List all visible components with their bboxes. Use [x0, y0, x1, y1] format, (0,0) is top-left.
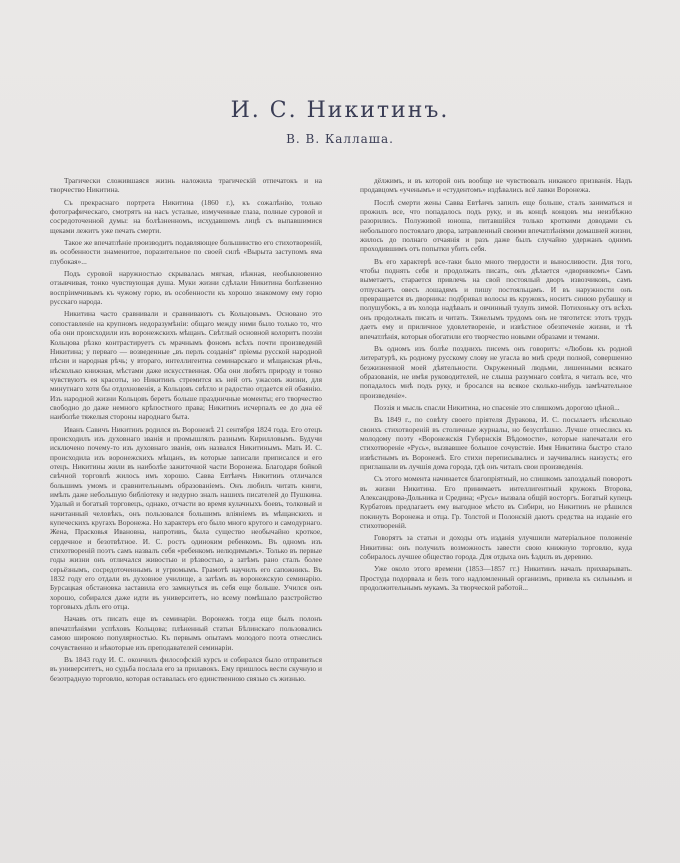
- paragraph: Въ его характерѣ все-таки было много твердости и выносливости. Для того, чтобы поднять себя и продолжать писать, онъ дѣлается «дворникомъ» Самъ выметаетъ, старается привлечь на свой постоялый дворъ извозчиковъ, самъ отпускаетъ овесъ лошадямъ и пишу постояльцамъ. И въ наружности онъ превращается въ дворника: подбривал волосы въ кружокъ, носитъ синюю рубашку и полушубокъ, а въ холода надѣвалъ и овчинный тулупъ зимой. Потихоньку отъ всѣхъ онъ продолжалъ писать и читать. Тяжелымъ трудомъ онъ не тяготится: этотъ трудъ даетъ ему и приличное удовлетвореніе, и извѣстное обезпеченіе жизни, и тѣ впечатлѣнія, которыя обогатили его творчество новыми образами и темами.: [360, 256, 632, 341]
- paragraph: Послѣ смерти жены Савва Евтѣичъ запилъ еще больше, сталъ заниматься и прожилъ все, что попадалось подъ руку, и въ концѣ концовъ мы неизбѣжно разорились. Полуживой юноша, питавшійся только кроткими доводами съ небольшого постоялаго двора, затравленный своими впечатлѣніями домашней жизни, жилось до полнаго отчаянія и разъ даже былъ случайно удержанъ однимъ проходившимъ отъ попытки убить себя.: [360, 197, 632, 254]
- text-column-right: [360, 176, 632, 848]
- paragraph: Въ одномъ изъ болѣе позднихъ писемъ онъ говоритъ: «Любовь къ родной литературѣ, къ родному русскому слову не угасла во мнѣ среди полной, совершенно безжизненной моей дѣятельности. Окруженный людьми, лишенными всякаго образованія, не имѣя руководителей, не слыша разумнаго совѣта, я читалъ все, что попадалось мнѣ подъ руку, и бросался на всякое сколько-нибудь замѣчательное произведеніе».: [360, 343, 632, 400]
- paragraph: дёлжимъ, и въ которой онъ вообще не чувствовалъ никакого призванія. Надъ продавцомъ «ученымъ» и «студентомъ» издѣвались всё лавки Воронежа.: [360, 176, 632, 195]
- paragraph: Поэзія и мысль спасли Никитина, но спасеніе это слишкомъ дорогою цѣной...: [374, 402, 620, 412]
- paragraph: Иванъ Савичъ Никитинъ родился въ Воронежѣ 21 сентября 1824 года. Его отецъ происходилъ изъ духовнаго званія и промышлялъ разнымъ Кирилловымъ. Будучи исключено почему-то изъ духовнаго званія, онъ назвался Никитинымъ. Мать И. С. происходила изъ воронежскихъ мѣщанъ, въ которые записали приписался и его отецъ. Никитины жили въ наиболѣе зажиточной части Воронежа. Благодаря бойкой свѣчной торговлѣ жилось имъ хорошо. Савва Евтѣичъ Никитинъ отличался большимъ умомъ и сравнительнымъ образованіемъ. Онъ любилъ читать книги, имѣлъ даже небольшую библіотеку и недурно зналъ нашихъ писателей до Пушкина. Удалый и богатый торговецъ, однако, отчасти во время кулачныхъ боевъ, толковый и начитанный человѣкъ, онъ пользовался большимъ вліяніемъ въ мѣщанскихъ и купеческихъ кругахъ Воронежа. Но характеръ его было много крутого и самодурнаго. Жена, Прасковья Ивановна, напротивъ, была существо необычайно кроткое, сердечное и безотвѣтное. И. С. ростъ одиноким ребенкомъ. Въ одномъ изъ стихотвореній поэтъ самъ назвалъ себя «ребенкомъ нелюдимымъ». Только въ первые годы жизни онъ отличался живостью и рѣзвостью, а затѣмъ рано сталъ более серьёзнымъ, сосредоточеннымъ и угрюмымъ. Грамотѣ научилъ его сапожникъ. Въ 1832 году его отдали въ духовное училище, а затѣмъ въ воронежскую семинарію. Бурсацкая обстановка заставила его замкнуться въ себя еще больше. Учился онъ хорошо, собирался даже идти въ университетъ, но всему помѣшало разстройство торговыхъ дѣлъ его отца.: [50, 424, 322, 612]
- paragraph: Никитина часто сравнивали и сравниваютъ съ Кольцовымъ. Основано это сопоставленіе на крупномъ недоразумѣніи: общаго между ними было только то, что оба они происходили изъ воронежскихъ мѣщанъ. Свѣтлый основной колоритъ поэзіи Кольцова рѣзко контрастируетъ съ мрачнымъ фономъ всѣхъ почти произведеній Никитина; у перваго — возведенные „въ перлъ созданія“ пріемы русской народной пѣсни и народная рѣчь; у втораго, интеллигентна семинарскаго и мѣщанская рѣчь, нѣсколько книжная, мѣстами даже искусственная. Оба они любятъ природу и тонко чувствуютъ ея красоты, но Никитинъ стремится къ ней отъ ужасовъ жизни, для минутнаго хотя бы отдохновенія, а Кольцовъ свѣтло и радостно отдается ей обаянію. Изъ народной жизни Кольцовъ беретъ больше праздничные моменты; его творчество свободно до даже немного крѣпостного права; Никитинъ исчерпалъ ее до дна её наиболѣе тяжелыя стороны народнаго быта.: [50, 309, 322, 422]
- paragraph: Говорятъ за статьи и доходы отъ изданія улучшили матеріальное положеніе Никитина: онъ получилъ возможность завести свою книжную торговлю, куда собиралось лучшее общество города. Для отдыха онъ ѣздилъ въ деревню.: [360, 533, 632, 562]
- paragraph: Съ этого момента начинается благопріятный, но слишкомъ запоздалый поворотъ въ жизни Никитина. Его принимаетъ интеллигентный кружокъ Второва, Александрова-Дольника и Средина; «Русь» вызвала общій восторгъ. Богатый купецъ Курбатовъ предлагаетъ ему выгодное мѣсто въ Сибири, но Никитинъ не рѣшился покинуть Воронежа и отца. Гр. Толстой и Полонскій даютъ средства на изданіе его стихотвореній.: [360, 474, 632, 531]
- paragraph: Такое же впечатлѣніе производитъ подавляющее большинство его стихотвореній, въ особенности знаменитое, поразительное по своей силѣ «Вырыта заступомъ яма глубокая»...: [50, 238, 322, 266]
- paragraph: Въ 1849 г., по совѣту своего пріятеля Дуракова, И. С. посылаетъ нѣсколько своихъ стихотвореній въ столичные журналы, но безуспѣшно. Лучше отнеслись къ молодому поэту «Воронежскія Губернскія Вѣдомости», которые напечатали его стихотвореніе «Русь», вызвавшее большое сочувствіе. Имя Никитина быстро стало извѣстнымъ въ Воронежѣ. Его стихи переписывались и заучивались наизусть; его приглашали въ лучшія дома города, гдѣ онъ читалъ свои произведенія.: [360, 415, 632, 471]
- paragraph: Уже около этого времени (1853—1857 гг.) Никитинъ началъ прихварывать. Простуда подорвала и безъ того надломленный организмъ, привела къ сильнымъ и продолжительнымъ мукамъ. За творческой работой...: [360, 564, 632, 593]
- paragraph: Подъ суровой наружностью скрывалась мягкая, нѣжная, необыкновенно отзывчивая, тонко чувствующая душа. Муки жизни сдѣлали Никитина болѣзненно воспріимчивымъ къ чужому горю, въ особенности къ хорошо знакомому ему горю русскаго народа.: [50, 269, 322, 307]
- paragraph: Въ 1843 году И. С. окончилъ философскій курсъ и собирался было отправиться въ университетъ, но судьба послала его за прилавокъ. Ему пришлось вести скучную и безотрадную торговлю, которая оставалась его единственною связью съ жизнью.: [50, 654, 322, 683]
- article-title: И. С. Никитинъ.: [230, 98, 450, 123]
- paragraph: Трагически сложившаяся жизнь наложила трагическій отпечатокъ и на творчество Никитина.: [50, 176, 322, 195]
- text-column-left: [50, 176, 322, 848]
- paragraph: Начавъ отъ писать еще въ семинаріи. Воронежъ тогда еще былъ полонъ впечатлѣніями успѣховъ Кольцова; плѣненный статьи Бѣлинскаго пользовались самою широкою популярностью. Къ первымъ опытамъ молодого поэта отнеслись сочувственно и нѣкоторые изъ преподавателей семинаріи.: [50, 614, 322, 652]
- article-author: В. В. Каллаша.: [286, 132, 394, 146]
- paragraph: Съ прекраснаго портрета Никитина (1860 г.), къ сожалѣнію, только фотографическаго, смотрятъ на насъ усталые, измученные глаза, полные суровой и сосредоточенной думы: на болѣзненномъ, исхудавшемъ лицѣ съ выпавшимися щеками лежитъ уже печать смерти.: [50, 197, 322, 235]
